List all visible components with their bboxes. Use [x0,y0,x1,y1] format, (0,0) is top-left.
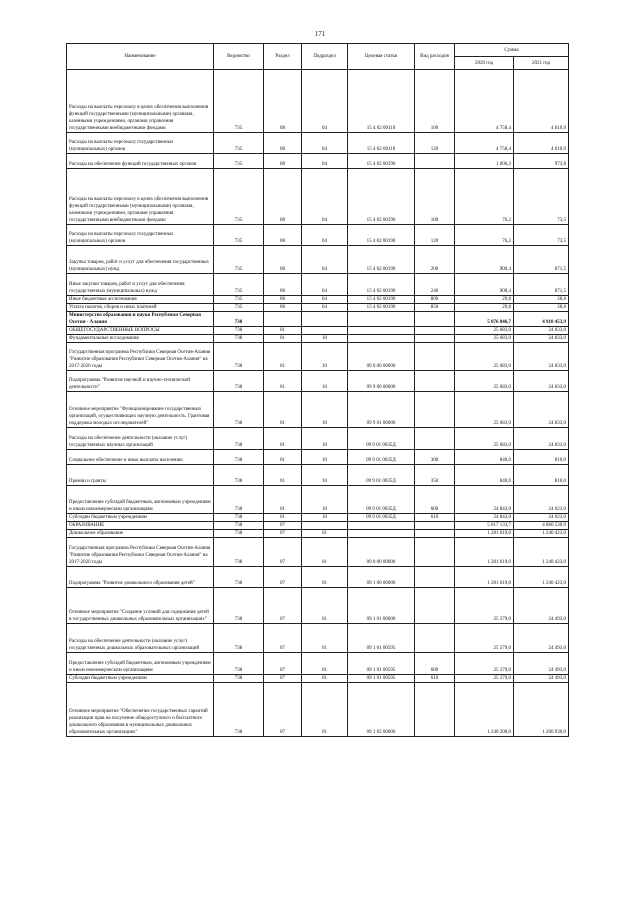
cell-name: Подпрограмма "Развитие научной и научно-технической деятельности" [67,371,214,392]
cell-department: 738 [214,588,264,624]
cell-department: 738 [214,567,264,588]
cell-expense-type: 200 [415,246,455,274]
cell-section: 08 [264,274,302,296]
cell-sum-2021: 24 493,0 [514,653,569,675]
cell-name: Расходы на выплаты персоналу государственных (муниципальных) органов [67,133,214,154]
cell-sum-2021: 28,8 [514,296,569,304]
cell-target-article: 15 4 02 00190 [348,154,415,169]
header-department: Ведомство [214,44,264,70]
cell-sum-2021: 24 493,0 [514,675,569,683]
table-row [67,567,569,588]
cell-section: 01 [264,343,302,371]
cell-subsection: 01 [302,683,348,737]
cell-section: 01 [264,450,302,465]
header-subsection: Подраздел [302,44,348,70]
cell-subsection: 10 [302,450,348,465]
cell-target-article: 09 9 01 00000 [348,392,415,428]
cell-name: Премии и гранты [67,465,214,486]
cell-expense-type [415,588,455,624]
budget-table [66,43,569,737]
table-row [67,312,569,327]
cell-subsection: 01 [302,567,348,588]
cell-sum-2021: 810,0 [514,465,569,486]
cell-expense-type [415,567,455,588]
cell-name: ОБЩЕГОСУДАРСТВЕННЫЕ ВОПРОСЫ [67,327,214,335]
cell-department: 738 [214,312,264,327]
cell-target-article: 15 4 02 00110 [348,70,415,133]
cell-name: Иные закупки товаров, работ и услуг для обеспечения государственных (муниципальных) нужд [67,274,214,296]
cell-department: 735 [214,304,264,312]
cell-expense-type [415,538,455,567]
cell-name: Расходы на выплаты персоналу в целях обеспечения выполнения функций государственными (муниципальными) органами, казенными учреждениями, органами управления государственными внебюджетными фондами [67,169,214,225]
cell-target-article: 09 9 01 0035Д [348,514,415,522]
cell-target-article [348,530,415,538]
table-body [67,70,569,737]
cell-sum-2021: 73,5 [514,225,569,246]
cell-sum-2020: 25 379,0 [455,588,514,624]
cell-department: 738 [214,486,264,514]
cell-section: 01 [264,514,302,522]
cell-section: 08 [264,304,302,312]
table-row [67,133,569,154]
cell-name: Фундаментальные исследования [67,335,214,343]
cell-name: Подпрограмма "Развитие дошкольного образования детей" [67,567,214,588]
cell-name: Основное мероприятие "Создание условий для содержания детей в государственных дошкольных образовательных организациях" [67,588,214,624]
cell-target-article [348,522,415,530]
cell-sum-2020: 25 379,0 [455,653,514,675]
cell-department: 738 [214,675,264,683]
table-row [67,514,569,522]
cell-expense-type [415,327,455,335]
cell-target-article: 09 1 00 00000 [348,567,415,588]
cell-expense-type: 120 [415,225,455,246]
header-name: Наименование [67,44,214,70]
cell-sum-2020: 840,0 [455,450,514,465]
cell-expense-type: 300 [415,450,455,465]
cell-sum-2020: 25 683,0 [455,371,514,392]
cell-department: 738 [214,327,264,335]
cell-sum-2020: 24 843,0 [455,514,514,522]
cell-subsection: 01 [302,588,348,624]
cell-name: Социальное обеспечение и иные выплаты населению [67,450,214,465]
cell-target-article: 15 4 02 00190 [348,246,415,274]
cell-department: 738 [214,683,264,737]
cell-sum-2021: 73,5 [514,169,569,225]
table-row [67,428,569,450]
cell-sum-2021: 871,5 [514,246,569,274]
cell-sum-2020: 1 281 619,0 [455,530,514,538]
cell-name: Расходы на обеспечение деятельности (оказание услуг) государственных научных организаций [67,428,214,450]
cell-sum-2020: 840,0 [455,465,514,486]
cell-subsection: 04 [302,70,348,133]
cell-sum-2020: 1 281 619,0 [455,567,514,588]
cell-expense-type [415,683,455,737]
cell-sum-2020: 1 240 200,0 [455,683,514,737]
table-row [67,588,569,624]
cell-expense-type: 800 [415,296,455,304]
cell-sum-2021: 4 610,9 [514,133,569,154]
cell-target-article: 09 1 01 00595 [348,624,415,653]
cell-expense-type [415,343,455,371]
cell-section: 08 [264,169,302,225]
cell-expense-type: 350 [415,465,455,486]
cell-section: 08 [264,154,302,169]
table-row [67,653,569,675]
cell-department: 738 [214,343,264,371]
cell-target-article: 09 1 01 00000 [348,588,415,624]
cell-department: 738 [214,392,264,428]
cell-section: 07 [264,538,302,567]
cell-subsection [302,312,348,327]
cell-expense-type: 610 [415,675,455,683]
cell-department: 738 [214,450,264,465]
cell-sum-2020: 5 017 133,7 [455,522,514,530]
cell-sum-2020: 24 843,0 [455,486,514,514]
cell-department: 738 [214,530,264,538]
cell-target-article: 15 4 02 00110 [348,133,415,154]
cell-sum-2020: 25 683,0 [455,392,514,428]
cell-department: 735 [214,133,264,154]
header-section: Раздел [264,44,302,70]
cell-section: 01 [264,486,302,514]
cell-sum-2021: 1 200 930,0 [514,683,569,737]
cell-target-article: 09 1 01 00595 [348,653,415,675]
cell-target-article: 09 9 00 00000 [348,371,415,392]
cell-section: 01 [264,465,302,486]
cell-expense-type [415,154,455,169]
cell-sum-2020: 29,8 [455,304,514,312]
cell-expense-type [415,392,455,428]
cell-sum-2021: 24 833,0 [514,392,569,428]
cell-sum-2021: 24 833,0 [514,327,569,335]
cell-subsection: 01 [302,538,348,567]
cell-sum-2020: 29,8 [455,296,514,304]
cell-expense-type: 600 [415,486,455,514]
cell-sum-2021: 973,8 [514,154,569,169]
cell-subsection: 01 [302,653,348,675]
cell-expense-type [415,624,455,653]
cell-sum-2020: 25 683,0 [455,428,514,450]
table-row [67,225,569,246]
cell-sum-2020: 76,2 [455,169,514,225]
cell-sum-2020: 25 379,0 [455,675,514,683]
cell-subsection: 04 [302,225,348,246]
cell-sum-2020: 900,4 [455,274,514,296]
cell-name: Предоставление субсидий бюджетным, автономным учреждениям и иным некоммерческим организациям [67,486,214,514]
cell-target-article: 09 0 00 00000 [348,343,415,371]
cell-subsection: 04 [302,274,348,296]
cell-name: Расходы на обеспечение деятельности (оказание услуг) государственных дошкольных образовательных организаций [67,624,214,653]
table-row [67,296,569,304]
table-row [67,538,569,567]
cell-subsection: 04 [302,169,348,225]
cell-department: 738 [214,465,264,486]
cell-expense-type [415,428,455,450]
cell-target-article: 09 1 02 00000 [348,683,415,737]
table-row [67,327,569,335]
cell-sum-2021: 871,5 [514,274,569,296]
cell-target-article [348,327,415,335]
table-row [67,392,569,428]
table-row [67,343,569,371]
cell-subsection: 04 [302,246,348,274]
cell-sum-2021: 810,0 [514,450,569,465]
cell-sum-2021: 4 918 453,9 [514,312,569,327]
cell-subsection [302,327,348,335]
cell-target-article: 15 4 02 00190 [348,304,415,312]
cell-expense-type [415,371,455,392]
cell-name: Министерство образования и науки Республики Северная Осетия - Алания [67,312,214,327]
cell-section: 01 [264,392,302,428]
cell-department: 735 [214,296,264,304]
cell-target-article: 09 1 01 00595 [348,675,415,683]
cell-sum-2021: 24 023,0 [514,486,569,514]
table-row [67,169,569,225]
cell-subsection: 04 [302,133,348,154]
cell-subsection: 01 [302,530,348,538]
cell-department: 735 [214,154,264,169]
cell-sum-2021: 4 610,9 [514,70,569,133]
cell-section: 07 [264,567,302,588]
cell-sum-2021: 24 833,0 [514,371,569,392]
cell-subsection: 01 [302,624,348,653]
cell-target-article: 09 9 01 0035Д [348,465,415,486]
table-row [67,371,569,392]
cell-section: 01 [264,428,302,450]
header-target-article: Целевая статья [348,44,415,70]
cell-sum-2021: 1 240 423,0 [514,567,569,588]
cell-sum-2020: 76,2 [455,225,514,246]
cell-sum-2020: 1 006,3 [455,154,514,169]
table-row [67,274,569,296]
cell-department: 735 [214,274,264,296]
cell-sum-2020: 25 683,0 [455,327,514,335]
cell-subsection: 10 [302,465,348,486]
cell-sum-2021: 1 240 423,0 [514,538,569,567]
cell-department: 738 [214,538,264,567]
cell-department: 738 [214,371,264,392]
cell-department: 735 [214,169,264,225]
cell-section: 01 [264,335,302,343]
cell-section: 08 [264,70,302,133]
cell-name: Субсидии бюджетным учреждениям [67,514,214,522]
cell-sum-2021: 24 833,0 [514,343,569,371]
cell-department: 738 [214,522,264,530]
cell-department: 738 [214,514,264,522]
cell-section: 01 [264,371,302,392]
cell-section: 07 [264,683,302,737]
header-expense-type: Вид расходов [415,44,455,70]
cell-subsection: 10 [302,392,348,428]
cell-target-article: 15 4 02 00190 [348,274,415,296]
cell-name: ОБРАЗОВАНИЕ [67,522,214,530]
cell-sum-2021: 4 860 530,9 [514,522,569,530]
cell-target-article [348,312,415,327]
cell-department: 738 [214,428,264,450]
cell-sum-2021: 24 833,0 [514,335,569,343]
cell-section: 08 [264,133,302,154]
cell-name: Основное мероприятие "Обеспечение государственных гарантий реализации прав на получение общедоступного и бесплатного дошкольного образования в муниципальных дошкольных образовательных организациях" [67,683,214,737]
cell-name: Государственная программа Республики Северная Осетия-Алания "Развитие образования Республики Северная Осетия-Алания" на 2017-2020 годы [67,538,214,567]
cell-name: Государственная программа Республики Северная Осетия-Алания "Развитие образования Республики Северная Осетия-Алания" на 2017-2020 годы [67,343,214,371]
cell-sum-2021: 24 833,0 [514,428,569,450]
table-row [67,450,569,465]
cell-sum-2020: 25 379,0 [455,624,514,653]
cell-expense-type [415,530,455,538]
header-sum: Сумма [455,44,569,57]
cell-sum-2020: 4 758,4 [455,70,514,133]
cell-expense-type [415,335,455,343]
cell-department: 738 [214,624,264,653]
page-number: 171 [314,30,326,38]
cell-subsection: 04 [302,296,348,304]
cell-name: Иные бюджетные ассигнования [67,296,214,304]
table-row [67,675,569,683]
cell-subsection: 01 [302,675,348,683]
cell-subsection: 04 [302,304,348,312]
table-row [67,624,569,653]
cell-department: 735 [214,225,264,246]
table-row [67,530,569,538]
table-row [67,246,569,274]
cell-expense-type: 850 [415,304,455,312]
cell-section: 07 [264,675,302,683]
cell-section: 08 [264,296,302,304]
cell-expense-type: 610 [415,514,455,522]
cell-sum-2020: 5 076 846,7 [455,312,514,327]
cell-department: 735 [214,70,264,133]
cell-section: 08 [264,225,302,246]
cell-target-article [348,335,415,343]
cell-target-article: 09 9 01 0035Д [348,428,415,450]
cell-expense-type: 120 [415,133,455,154]
cell-subsection: 04 [302,154,348,169]
cell-subsection: 10 [302,371,348,392]
header-year-2020: 2020 год [455,57,514,70]
table-row [67,154,569,169]
cell-subsection: 10 [302,514,348,522]
cell-sum-2021: 1 240 423,0 [514,530,569,538]
cell-subsection: 10 [302,343,348,371]
cell-sum-2020: 4 758,4 [455,133,514,154]
cell-section: 07 [264,653,302,675]
cell-name: Основное мероприятие "Функционирование государственных организаций, осуществляющих научную деятельность. Грантовая поддержка молодых исследователей" [67,392,214,428]
cell-section: 01 [264,327,302,335]
cell-name: Субсидии бюджетным учреждениям [67,675,214,683]
cell-expense-type: 240 [415,274,455,296]
cell-name: Закупка товаров, работ и услуг для обеспечения государственных (муниципальных) нужд [67,246,214,274]
table-row [67,683,569,737]
cell-subsection: 10 [302,486,348,514]
cell-subsection [302,522,348,530]
cell-expense-type: 100 [415,169,455,225]
cell-expense-type [415,312,455,327]
cell-subsection: 10 [302,335,348,343]
table-row [67,486,569,514]
cell-section: 07 [264,624,302,653]
table-row [67,335,569,343]
cell-sum-2020: 25 683,0 [455,343,514,371]
cell-section: 07 [264,522,302,530]
table-row [67,522,569,530]
header-year-2021: 2021 год [514,57,569,70]
table-row [67,304,569,312]
cell-sum-2021: 24 493,0 [514,624,569,653]
cell-name: Расходы на выплаты персоналу в целях обеспечения выполнения функций государственными (муниципальными) органами, казенными учреждениями, органами управления государственными внебюджетными фондами [67,70,214,133]
cell-expense-type [415,522,455,530]
cell-target-article: 15 4 02 00190 [348,169,415,225]
cell-sum-2020: 900,4 [455,246,514,274]
table-row [67,70,569,133]
cell-name: Расходы на обеспечение функций государственных органов [67,154,214,169]
cell-section: 07 [264,588,302,624]
cell-department: 738 [214,653,264,675]
cell-department: 738 [214,335,264,343]
cell-name: Предоставление субсидий бюджетным, автономным учреждениям и иным некоммерческим организациям [67,653,214,675]
cell-sum-2021: 24 493,0 [514,588,569,624]
cell-target-article: 15 4 02 00190 [348,296,415,304]
cell-section: 07 [264,530,302,538]
cell-name: Расходы на выплаты персоналу государственных (муниципальных) органов [67,225,214,246]
cell-target-article: 09 0 00 00000 [348,538,415,567]
cell-name: Дошкольное образование [67,530,214,538]
cell-section: 08 [264,246,302,274]
cell-target-article: 09 9 01 0035Д [348,486,415,514]
cell-subsection: 10 [302,428,348,450]
cell-section [264,312,302,327]
cell-target-article: 15 4 02 00190 [348,225,415,246]
cell-department: 735 [214,246,264,274]
table-row [67,465,569,486]
cell-expense-type: 100 [415,70,455,133]
cell-sum-2020: 25 683,0 [455,335,514,343]
cell-sum-2021: 28,8 [514,304,569,312]
cell-target-article: 09 9 01 0035Д [348,450,415,465]
cell-expense-type: 600 [415,653,455,675]
cell-sum-2021: 24 023,0 [514,514,569,522]
cell-name: Уплата налогов, сборов и иных платежей [67,304,214,312]
cell-sum-2020: 1 281 619,0 [455,538,514,567]
